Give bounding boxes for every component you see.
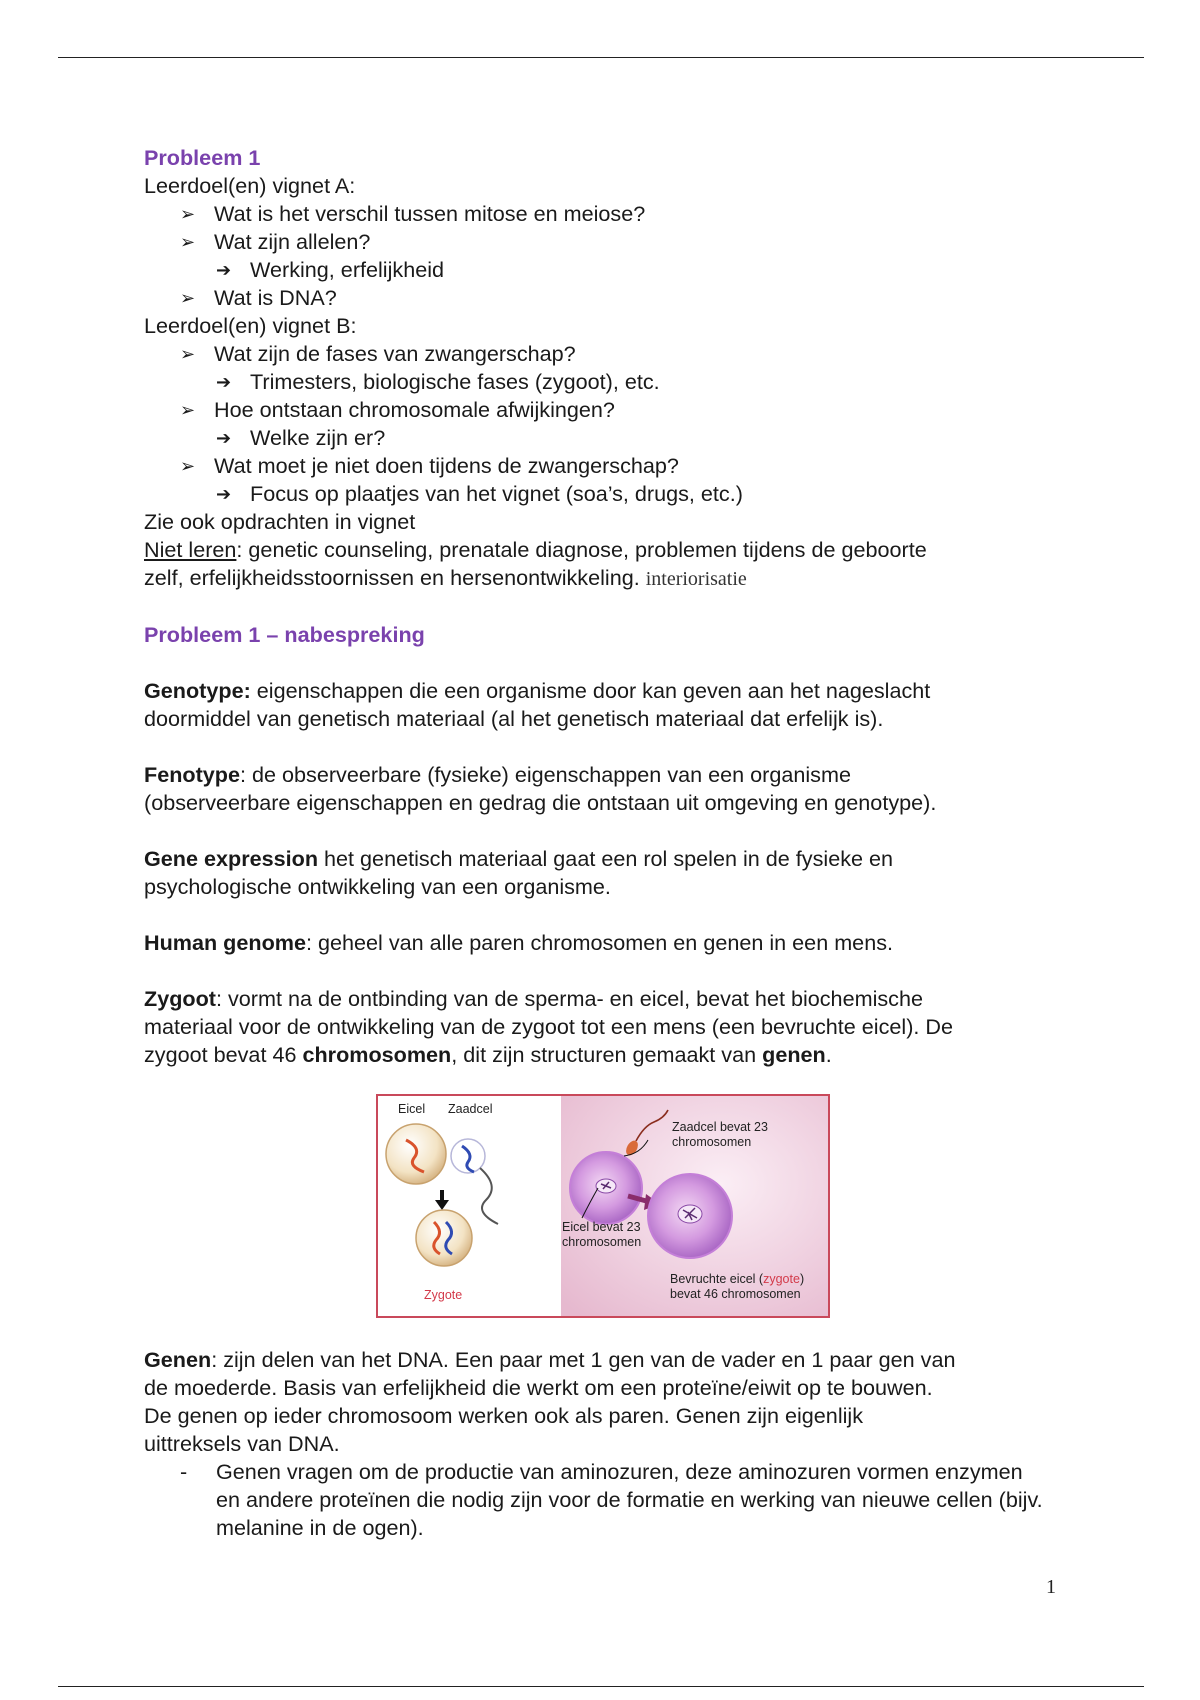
zygoot-line-2: materiaal voor de ontwikkeling van de zygoot tot een mens (een bevruchte eicel). De	[144, 1014, 954, 1039]
list-item: ➔ Werking, erfelijkheid	[216, 257, 445, 282]
zygote-cell	[416, 1210, 472, 1266]
arrow-right-icon: ➔	[216, 484, 232, 504]
genen-line-2: de moederde. Basis van erfelijkheid die werkt om een proteïne/eiwit op te bouwen.	[144, 1375, 933, 1400]
interiorisatie-note: interiorisatie	[645, 568, 747, 590]
genotype-line-1: Genotype: eigenschappen die een organisme door kan geven aan het nageslacht	[144, 678, 931, 703]
genotype-line-2: doormiddel van genetisch materiaal (al het genetisch materiaal dat erfelijk is).	[144, 706, 884, 731]
zygoot-line-1: Zygoot: vormt na de ontbinding van de sperma- en eicel, bevat het biochemische	[144, 986, 923, 1011]
genen-line-4: uittreksels van DNA.	[144, 1431, 340, 1456]
eicel-label: Eicel	[398, 1102, 426, 1116]
list-item: ➔ Welke zijn er?	[216, 425, 386, 450]
gene-expression-line-2: psychologische ontwikkeling van een organisme.	[144, 874, 611, 899]
list-item: ➢ Wat is DNA?	[180, 285, 337, 310]
eicel-note-2: chromosomen	[562, 1235, 642, 1249]
document-body	[144, 144, 1064, 1069]
zie-ook-text: Zie ook opdrachten in vignet	[144, 509, 416, 534]
arrow-right-icon: ➔	[216, 372, 232, 392]
arrow-right-icon: ➔	[216, 260, 232, 280]
arrowhead-bullet-icon: ➢	[180, 288, 196, 308]
arrowhead-bullet-icon: ➢	[180, 344, 196, 364]
list-item: ➔ Trimesters, biologische fases (zygoot), etc.	[216, 369, 660, 394]
list-item: ➢ Wat is het verschil tussen mitose en meiose?	[180, 201, 646, 226]
gene-expression-line-1: Gene expression het genetisch materiaal gaat een rol spelen in de fysieke en	[144, 846, 894, 871]
genen-line-1: Genen: zijn delen van het DNA. Een paar met 1 gen van de vader en 1 paar gen van	[144, 1347, 956, 1372]
sperm-tail	[480, 1168, 498, 1224]
fenotype-line-1: Fenotype: de observeerbare (fysieke) eigenschappen van een organisme	[144, 762, 851, 787]
fenotype-line-2: (observeerbare eigenschappen en gedrag die ontstaan uit omgeving en genotype).	[144, 790, 937, 815]
dash-bullet-icon: -	[180, 1459, 188, 1484]
list-item: ➢ Wat zijn allelen?	[180, 229, 371, 254]
zaadcel-note-1: Zaadcel bevat 23	[672, 1120, 768, 1134]
list-item: ➔ Focus op plaatjes van het vignet (soa’s, drugs, etc.)	[216, 481, 743, 506]
page-number: 1	[1046, 1576, 1056, 1598]
bevruchte-eicel-note-1: Bevruchte eicel (zygote)	[670, 1272, 805, 1286]
genen-section	[144, 1346, 1064, 1542]
niet-leren-line-1: Niet leren: genetic counseling, prenatale diagnose, problemen tijdens de geboorte	[144, 537, 927, 562]
heading-probleem-1: Probleem 1	[144, 145, 261, 170]
heading-nabespreking: Probleem 1 – nabespreking	[144, 622, 425, 647]
zygoot-line-3: zygoot bevat 46 chromosomen, dit zijn structuren gemaakt van genen.	[144, 1042, 832, 1067]
arrowhead-bullet-icon: ➢	[180, 400, 196, 420]
genen-line-3: De genen op ieder chromosoom werken ook als paren. Genen zijn eigenlijk	[144, 1403, 864, 1428]
top-rule	[58, 57, 1144, 58]
fertilization-figure	[376, 1094, 830, 1318]
arrowhead-bullet-icon: ➢	[180, 232, 196, 252]
arrowhead-bullet-icon: ➢	[180, 456, 196, 476]
list-item: ➢ Wat moet je niet doen tijdens de zwangerschap?	[180, 453, 679, 478]
vignet-a-label: Leerdoel(en) vignet A:	[144, 173, 356, 198]
arrow-right-icon: ➔	[216, 428, 232, 448]
vignet-b-label: Leerdoel(en) vignet B:	[144, 313, 357, 338]
eicel-note-1: Eicel bevat 23	[562, 1220, 641, 1234]
zygote-label: Zygote	[424, 1288, 463, 1302]
zaadcel-note-2: chromosomen	[672, 1135, 752, 1149]
human-genome-line: Human genome: geheel van alle paren chromosomen en genen in een mens.	[144, 930, 894, 955]
list-item: ➢ Hoe ontstaan chromosomale afwijkingen?	[180, 397, 615, 422]
bottom-rule	[58, 1686, 1144, 1687]
list-item: ➢ Wat zijn de fases van zwangerschap?	[180, 341, 576, 366]
bevruchte-eicel-note-2: bevat 46 chromosomen	[670, 1287, 801, 1301]
arrowhead-bullet-icon: ➢	[180, 204, 196, 224]
niet-leren-line-2: zelf, erfelijkheidsstoornissen en hersenontwikkeling. interiorisatie	[144, 565, 747, 590]
list-item: - Genen vragen om de productie van aminozuren, deze aminozuren vormen enzymen en andere proteïnen die nodig zijn voor de formatie en werking van nieuwe cellen (bijv. melanine in de ogen).	[144, 1458, 1064, 1542]
zaadcel-label: Zaadcel	[448, 1102, 493, 1116]
